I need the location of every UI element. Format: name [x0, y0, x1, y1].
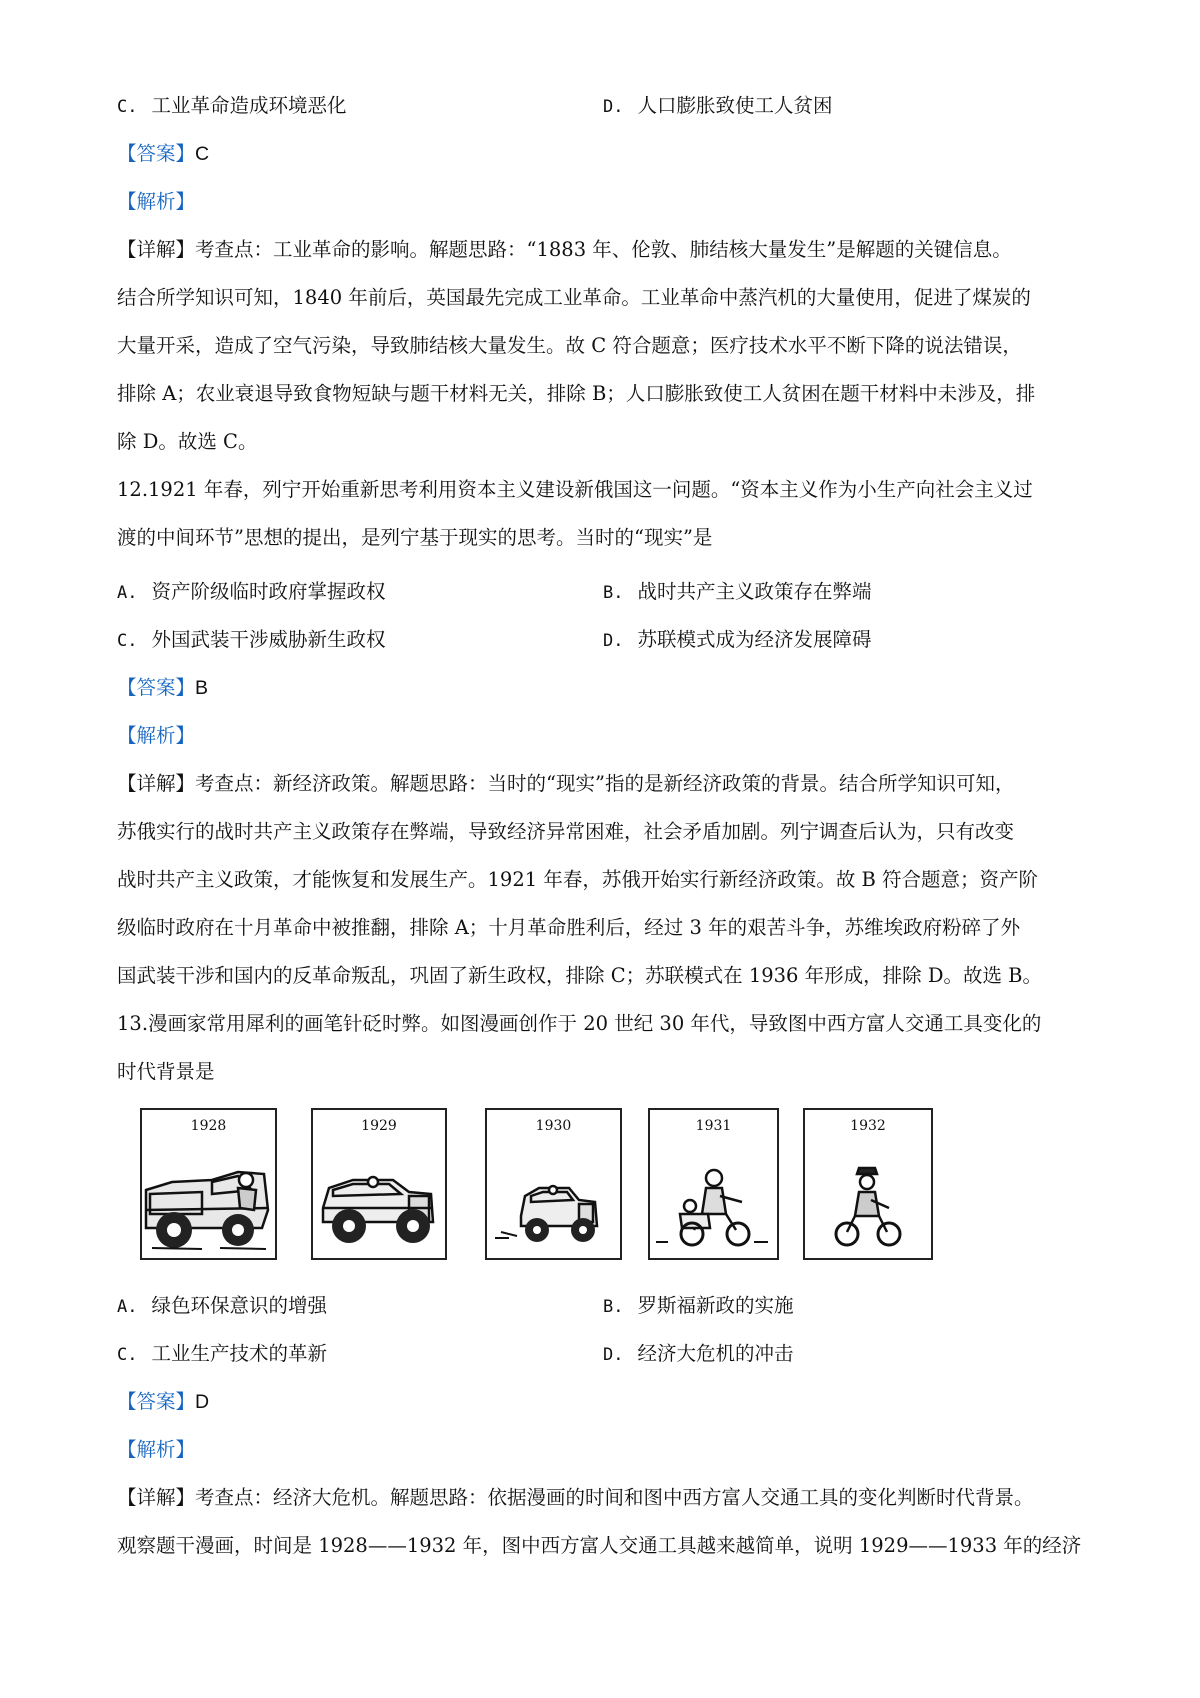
q12-answer: 【答案】B — [117, 676, 209, 699]
q13-detail-line: 观察题干漫画，时间是 1928——1932 年，图中西方富人交通工具越来越简单，说明 1929——1933 年的经济 — [117, 1534, 1082, 1557]
q11-answer: 【答案】C — [117, 142, 210, 165]
q12-detail-line: 苏俄实行的战时共产主义政策存在弊端，导致经济异常困难，社会矛盾加剧。列宁调查后认为，只有改变 — [117, 820, 1015, 843]
cartoon-panel-1929 — [311, 1108, 447, 1260]
cartoon-panel-1931 — [648, 1108, 779, 1260]
motorcycle-sidecar-illustration — [650, 1110, 776, 1257]
q13-answer: 【答案】D — [117, 1390, 210, 1413]
q13-option-a[interactable]: A. 绿色环保意识的增强 — [117, 1294, 327, 1317]
cartoon-year-label: 1932 — [850, 1118, 886, 1134]
bicycle-illustration — [805, 1110, 930, 1257]
touring-car-illustration — [313, 1110, 444, 1257]
q11-detail-line: 排除 A；农业衰退导致食物短缺与题干材料无关，排除 B；人口膨胀致使工人贫困在题干材料中未涉及，排 — [117, 382, 1036, 405]
q12-option-a[interactable]: A. 资产阶级临时政府掌握政权 — [117, 580, 386, 603]
q12-analysis-heading: 【解析】 — [117, 724, 196, 747]
q11-detail-line: 除 D。故选 C。 — [117, 430, 258, 453]
q12-detail-line: 级临时政府在十月革命中被推翻，排除 A；十月革命胜利后，经过 3 年的艰苦斗争，苏维埃政府粉碎了外 — [117, 916, 1021, 939]
small-car-illustration — [487, 1110, 619, 1257]
q12-option-d[interactable]: D. 苏联模式成为经济发展障碍 — [603, 628, 872, 651]
q12-detail-line: 【详解】考查点：新经济政策。解题思路：当时的“现实”指的是新经济政策的背景。结合所学知识可知， — [117, 772, 1015, 795]
cartoon-panel-1932 — [803, 1108, 933, 1260]
q11-detail-line: 结合所学知识可知，1840 年前后，英国最先完成工业革命。工业革命中蒸汽机的大量使用，促进了煤炭的 — [117, 286, 1031, 309]
limousine-illustration — [142, 1110, 274, 1257]
q11-option-c[interactable]: C. 工业革命造成环境恶化 — [117, 94, 347, 117]
cartoon-year-label: 1931 — [695, 1118, 732, 1134]
q13-stem-line: 13.漫画家常用犀利的画笔针砭时弊。如图漫画创作于 20 世纪 30 年代，导致图中西方富人交通工具变化的 — [117, 1012, 1042, 1035]
q12-stem-line: 12.1921 年春，列宁开始重新思考利用资本主义建设新俄国这一问题。“资本主义作为小生产向社会主义过 — [117, 478, 1033, 501]
q13-option-b[interactable]: B. 罗斯福新政的实施 — [603, 1294, 794, 1317]
q13-detail-line: 【详解】考查点：经济大危机。解题思路：依据漫画的时间和图中西方富人交通工具的变化判断时代背景。 — [117, 1486, 1034, 1509]
q11-detail-line: 大量开采，造成了空气污染，导致肺结核大量发生。故 C 符合题意；医疗技术水平不断下降的说法错误， — [117, 334, 1022, 357]
q12-detail-line: 战时共产主义政策，才能恢复和发展生产。1921 年春，苏俄开始实行新经济政策。故 B 符合题意；资产阶 — [117, 868, 1039, 891]
q12-detail-line: 国武装干涉和国内的反革命叛乱，巩固了新生政权，排除 C；苏联模式在 1936 年形成，排除 D。故选 B。 — [117, 964, 1043, 987]
cartoon-panel-1930 — [485, 1108, 622, 1260]
q11-option-d[interactable]: D. 人口膨胀致使工人贫困 — [603, 94, 833, 117]
q12-stem-line: 渡的中间环节”思想的提出，是列宁基于现实的思考。当时的“现实”是 — [117, 526, 713, 549]
q11-analysis-heading: 【解析】 — [117, 190, 196, 213]
q13-analysis-heading: 【解析】 — [117, 1438, 196, 1461]
q12-option-b[interactable]: B. 战时共产主义政策存在弊端 — [603, 580, 872, 603]
q13-stem-line: 时代背景是 — [117, 1060, 215, 1083]
cartoon-year-label: 1929 — [361, 1118, 397, 1134]
q13-option-c[interactable]: C. 工业生产技术的革新 — [117, 1342, 327, 1365]
cartoon-panel-1928 — [140, 1108, 277, 1260]
q11-detail-line: 【详解】考查点：工业革命的影响。解题思路：“1883 年、伦敦、肺结核大量发生”是解题的关键信息。 — [117, 238, 1012, 261]
cartoon-year-label: 1928 — [190, 1118, 227, 1134]
q13-option-d[interactable]: D. 经济大危机的冲击 — [603, 1342, 794, 1365]
q12-option-c[interactable]: C. 外国武装干涉威胁新生政权 — [117, 628, 386, 651]
cartoon-year-label: 1930 — [535, 1118, 572, 1134]
